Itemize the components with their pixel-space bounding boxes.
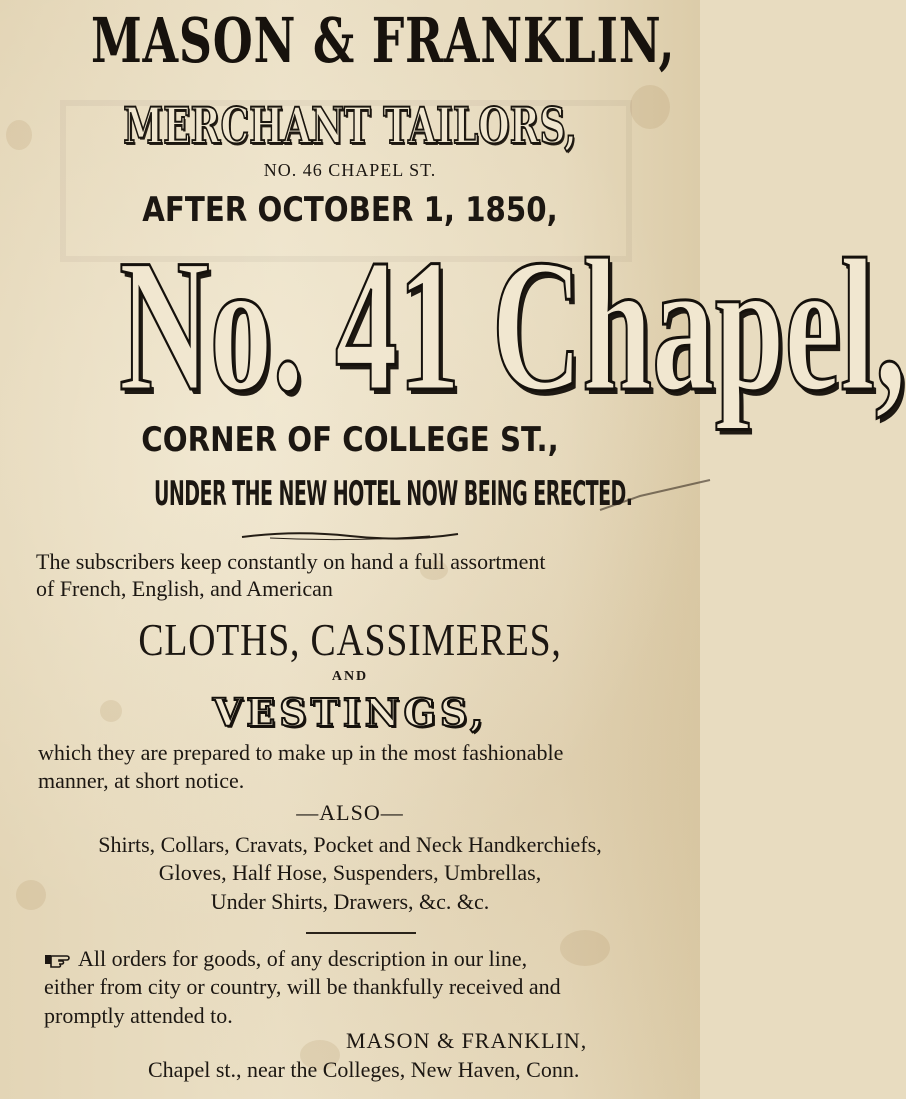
vestings-heading: VESTINGS,	[212, 690, 488, 735]
trade-heading: MERCHANT TAILORS,	[123, 96, 577, 155]
service-line: manner, at short notice.	[38, 768, 245, 793]
intro-line: The subscribers keep constantly on hand a full assortment	[36, 549, 546, 574]
orders-text: All orders for goods, of any description in our line,	[78, 946, 528, 971]
old-address: NO. 46 CHAPEL ST.	[263, 160, 437, 180]
signature-address: Chapel st., near the Colleges, New Haven, Conn.	[148, 1057, 580, 1082]
service-line: which they are prepared to make up in the most fashionable	[38, 740, 564, 765]
orders-line: either from city or country, will be thankfully received and	[44, 974, 561, 999]
signature-name: MASON & FRANKLIN,	[346, 1028, 588, 1053]
section-divider	[306, 932, 416, 934]
intro-line: of French, English, and American	[36, 576, 333, 601]
goods-heading: CLOTHS, CASSIMERES,	[138, 614, 562, 665]
effective-date: AFTER OCTOBER 1, 1850,	[142, 190, 558, 230]
pointing-hand-icon	[44, 950, 72, 968]
foxing-spot	[630, 85, 670, 129]
orders-line: promptly attended to.	[44, 1003, 233, 1028]
also-item-line: Under Shirts, Drawers, &c. &c.	[210, 889, 490, 914]
also-label: —ALSO—	[296, 800, 404, 825]
orders-line	[44, 946, 694, 972]
goods-and: AND	[331, 669, 369, 684]
corner-line: CORNER OF COLLEGE ST.,	[141, 420, 559, 460]
also-item-line: Shirts, Collars, Cravats, Pocket and Neck Handkerchiefs,	[98, 832, 602, 857]
foxing-spot	[6, 120, 32, 150]
firm-name-heading: MASON & FRANKLIN,	[91, 4, 676, 77]
paper-crease	[600, 476, 710, 516]
ornamental-rule-icon	[240, 528, 460, 544]
location-note: UNDER THE NEW HOTEL NOW BEING ERECTED.	[154, 474, 633, 514]
new-address-headline: No. 41 Chapel,	[118, 221, 906, 431]
also-item-line: Gloves, Half Hose, Suspenders, Umbrellas,	[158, 860, 542, 885]
